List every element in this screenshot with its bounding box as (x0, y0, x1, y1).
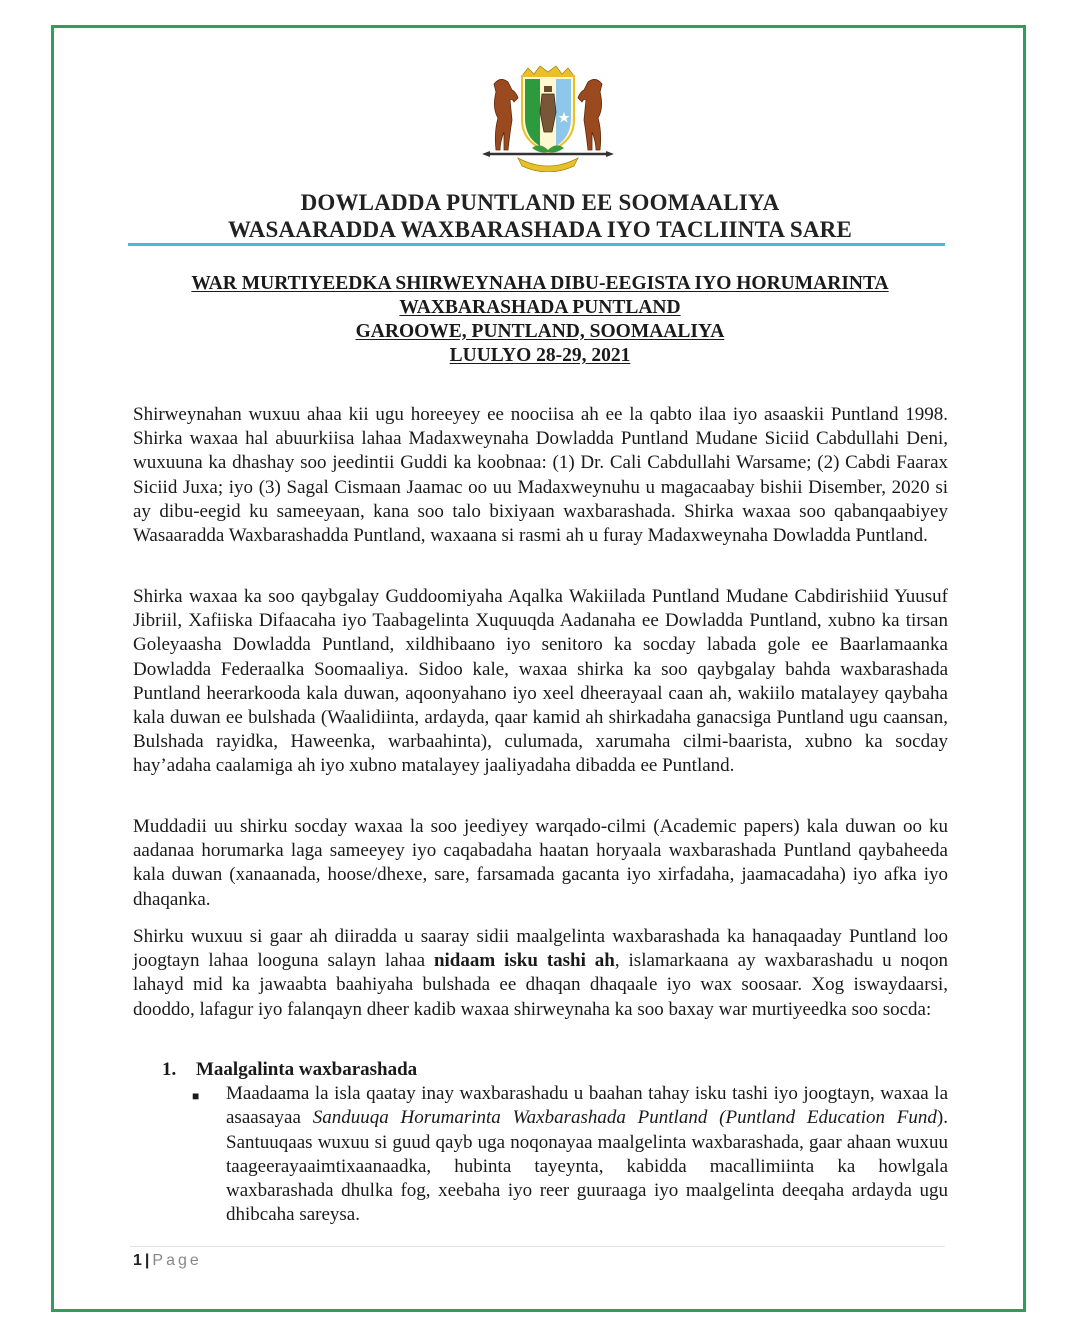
coat-of-arms-emblem-icon (478, 62, 618, 172)
bullet-text-part: ). Santuuqaas wuxuu si guud qayb uga noqonayaa maalgelinta waxbarashada, gaar ahaan wuxuu taageerayaaimtixaanaadka, hubinta tayeynta, kabidda macallimiinta ka howlgala waxbarashada dhulka fog, xeebaha iyo reer guuraaga iyo maalgelinta deeqaha ardayda ugu dhibcaha sareysa. (226, 1107, 948, 1226)
ministry-header-line2: WASAARADDA WAXBARASHADA IYO TACLIINTA SARE (228, 217, 852, 242)
date-text: LUULYO 28-29, 2021 (449, 345, 631, 366)
body-paragraph-4 (133, 925, 948, 1022)
square-bullet-icon: ■ (192, 1089, 200, 1104)
document-title-line1 (130, 272, 950, 296)
page-number: 1 (133, 1252, 142, 1269)
document-location (130, 320, 950, 344)
page-footer (133, 1252, 202, 1270)
emphasized-text: nidaam isku tashi ah (433, 950, 615, 972)
bullet-text (226, 1082, 948, 1227)
location-text: GAROOWE, PUNTLAND, SOOMAALIYA (355, 321, 725, 342)
footer-divider (130, 1246, 945, 1247)
list-item-heading (162, 1058, 948, 1082)
body-paragraph-3: Muddadii uu shirku socday waxaa la soo jeediyey warqado-cilmi (Academic papers) kala duwan oo ku aadanaa horumarka laga sameeyey iyo caqabadaha haatan horyaala waxbarashada Puntland qaybaheeda kala duwan (xanaanada, hoose/dhexe, sare, farsamada gacanta iyo xirfadaha, jaamacadaha) iyo afka iyo dhaqanka. (133, 816, 948, 910)
header-divider (128, 243, 945, 246)
document-title-line2 (130, 296, 950, 320)
ministry-header-line1: DOWLADDA PUNTLAND EE SOOMAALIYA (300, 190, 780, 215)
paragraph-text: , islamarkaana ay waxbarashadu u noqon lahayd mid ka jawaabta baahiyaha bulshada ee dhaqan dhaqaale iyo wax soosaar. Xog iswaydaarsi, dooddo, lafagur iyo falanqayn dheer kadib waxaa shirweynaha ka soo baxay war murtiyeedka soo socda: (133, 950, 948, 1020)
page-label: Page (152, 1252, 202, 1269)
list-number: 1. (162, 1059, 177, 1080)
paragraph-text: Shirku wuxuu si gaar ah diiradda u saaray sidii maalgelinta waxbarashada ka hanaqaaday Puntland loo joogtayn lahaa looguna salayn lahaa (133, 926, 948, 972)
body-paragraph-1: Shirweynahan wuxuu ahaa kii ugu horeeyey ee noociisa ah ee la qabto ilaa iyo asaaskii Puntland 1998. Shirka waxaa hal abuurkiisa lahaa Madaxweynaha Dowladda Puntland Mudane Siciid Cabdullahi Deni, wuxuuna ka dhashay soo jeedintii Guddi ka koobnaa: (1) Dr. Cali Cabdullahi Warsame; (2) Cabdi Faarax Siciid Juxa; iyo (3) Sagal Cismaan Jaamac oo uu Madaxweynuhu u magacaabay bishii Disember, 2020 si ay dibu-eegid ku sameeyaan, kana soo talo bixiyaan waxbarashada. Shirka waxaa soo qabanqaabiyey Wasaaradda Waxbarashadda Puntland, waxaana si rasmi ah u furay Madaxweynaha Dowladda Puntland. (133, 404, 948, 547)
resolutions-list (162, 1058, 948, 1227)
list-heading-text: Maalgalinta waxbarashada (196, 1059, 418, 1080)
fund-name-italic: Sanduuqa Horumarinta Waxbarashada Puntland (Puntland Education Fund (312, 1107, 937, 1129)
title-text: WAXBARASHADA PUNTLAND (399, 297, 681, 318)
list-bullet-item (192, 1082, 948, 1227)
document-date (130, 344, 950, 368)
title-text: WAR MURTIYEEDKA SHIRWEYNAHA DIBU-EEGISTA IYO HORUMARINTA (191, 273, 889, 294)
footer-separator: | (144, 1252, 150, 1269)
bullet-text-part: Maadaama la isla qaatay inay waxbarashadu u baahan tahay isku tashi iyo joogtayn, waxaa la asaasayaa (226, 1083, 948, 1129)
body-paragraph-2: Shirka waxaa ka soo qaybgalay Guddoomiyaha Aqalka Wakiilada Puntland Mudane Cabdirishiid Yuusuf Jibriil, Xafiiska Difaacaha iyo Taabagelinta Xuquuqda Aadanaha ee Dowladda Puntland, xubno ka tirsan Goleyaasha Dowladda Puntland, xildhibaano iyo senitoro ka socday labada gole ee Baarlamaanka Dowladda Federaalka Soomaaliya. Sidoo kale, waxaa shirka ka soo qaybgalay bahda waxbarashada Puntland heerarkooda kala duwan, aqoonyahano iyo xeel dheerayaal caan ah, wakiilo matalayey qaybaha kala duwan ee bulshada (Waalidiinta, ardayda, qaar kamid ah shirkadaha ganacsiga Puntland ugu caansan, Bulshada rayidka, Haweenka, warbaahinta), culumada, xarumaha cilmi-baarista, xubno ka socday hay’adaha caalamiga ah iyo xubno matalayey jaaliyadaha dibadda ee Puntland. (133, 586, 948, 777)
